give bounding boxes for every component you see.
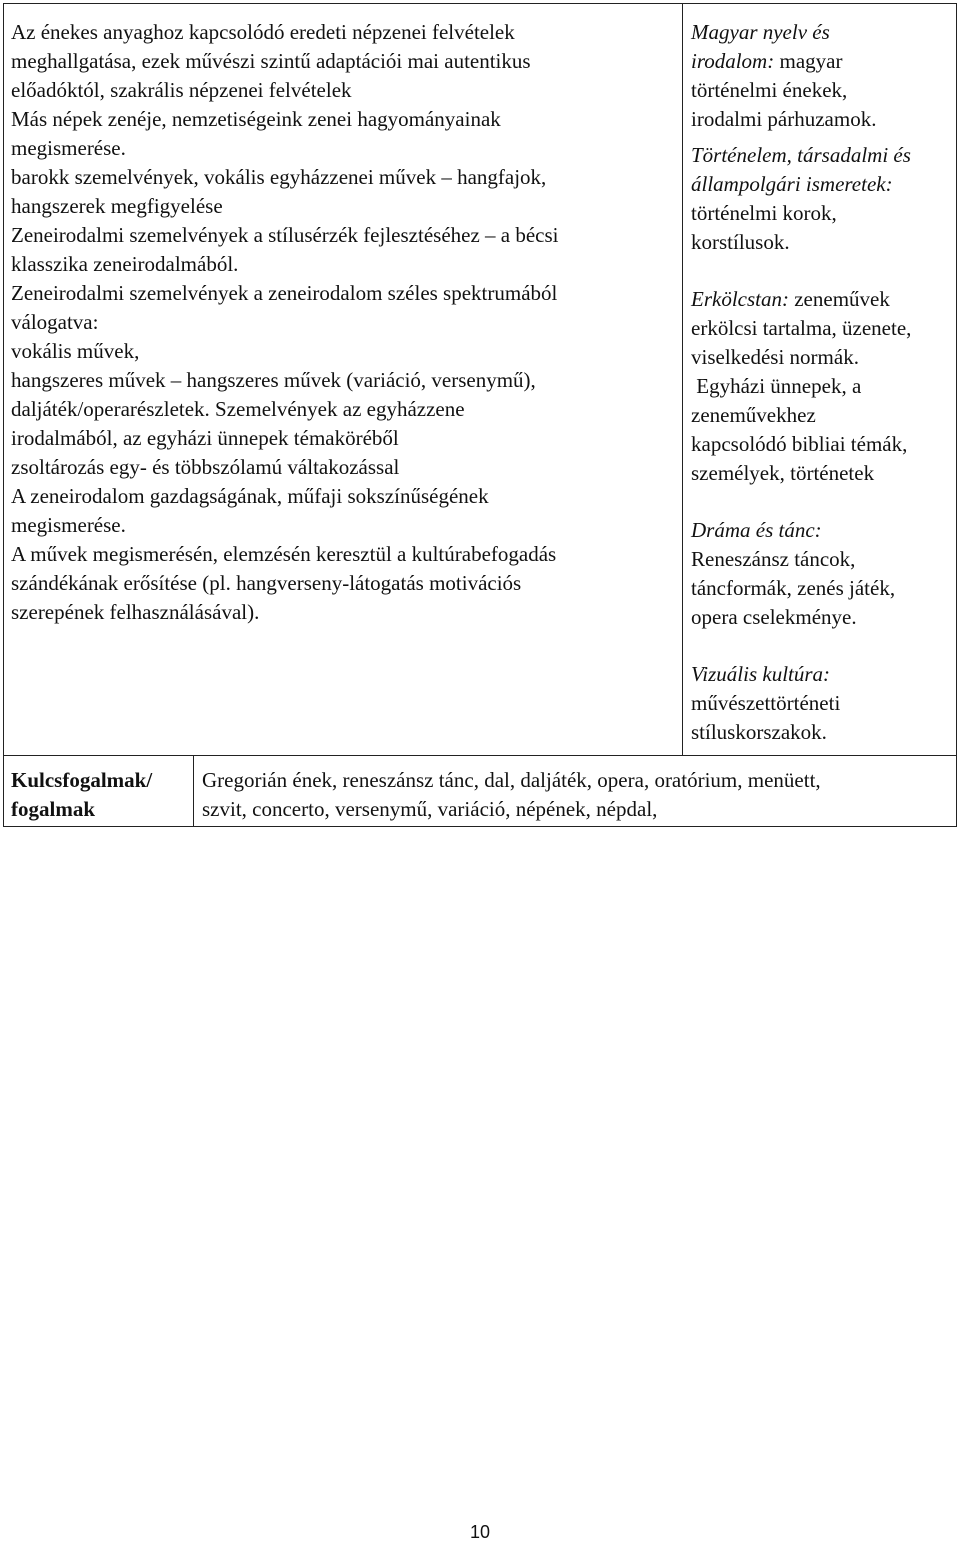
vizualis-block [691, 660, 956, 747]
subject-title: Dráma és tánc: [691, 518, 822, 542]
key-concepts-row [4, 756, 956, 826]
key-concepts-label [4, 756, 194, 826]
content-line: Más népek zenéje, nemzetiségeink zenei hagyományainak [11, 107, 501, 131]
content-line: vokális művek, [11, 339, 140, 363]
subject-title: állampolgári ismeretek: [691, 172, 893, 196]
content-line: szándékának erősítése (pl. hangverseny-látogatás motivációs [11, 571, 522, 595]
text-line: művészettörténeti [691, 691, 841, 715]
curriculum-table [3, 3, 957, 827]
erkolcstan-block [691, 285, 956, 488]
text-line: történelmi korok, [691, 201, 837, 225]
text-line: irodalmi párhuzamok. [691, 107, 877, 131]
subject-title: Magyar nyelv és [691, 20, 830, 44]
drama-block [691, 516, 956, 632]
text-line: személyek, történetek [691, 461, 875, 485]
content-row [4, 4, 956, 756]
content-line: daljáték/operarészletek. Szemelvények az egyházzene [11, 397, 465, 421]
text-line: Reneszánsz táncok, [691, 547, 856, 571]
text-line: táncformák, zenés játék, [691, 576, 896, 600]
text-line: Egyházi ünnepek, a [691, 374, 862, 398]
tortenelem-block [691, 141, 956, 257]
label-line: fogalmak [11, 797, 95, 821]
content-line: szerepének felhasználásával). [11, 600, 260, 624]
text-line: erkölcsi tartalma, üzenete, [691, 316, 912, 340]
text-line: zeneművekhez [691, 403, 816, 427]
connections-cell [683, 4, 956, 755]
text-line: zeneművek [788, 287, 890, 311]
value-line: Gregorián ének, reneszánsz tánc, dal, daljáték, opera, oratórium, menüett, [202, 768, 821, 792]
content-cell [4, 4, 683, 755]
content-line: Zeneirodalmi szemelvények a stílusérzék fejlesztéséhez – a bécsi [11, 223, 559, 247]
page-number: 10 [469, 1522, 491, 1542]
content-line: A művek megismerésén, elemzésén keresztül a kultúrabefogadás [11, 542, 557, 566]
content-line: előadóktól, szakrális népzenei felvételek [11, 78, 352, 102]
content-line: Az énekes anyaghoz kapcsolódó eredeti népzenei felvételek [11, 20, 515, 44]
text-line: magyar [774, 49, 843, 73]
content-line: hangszerek megfigyelése [11, 194, 223, 218]
text-line: opera cselekménye. [691, 605, 857, 629]
content-line: megismerése. [11, 513, 126, 537]
subject-title: Vizuális kultúra: [691, 662, 831, 686]
content-line: Zeneirodalmi szemelvények a zeneirodalom széles spektrumából [11, 281, 558, 305]
content-line: A zeneirodalom gazdagságának, műfaji sokszínűségének [11, 484, 489, 508]
text-line: stíluskorszakok. [691, 720, 827, 744]
content-line: klasszika zeneirodalmából. [11, 252, 239, 276]
subject-title: irodalom: [691, 49, 775, 73]
label-line: Kulcsfogalmak/ [11, 768, 153, 792]
content-line: barokk szemelvények, vokális egyházzenei művek – hangfajok, [11, 165, 547, 189]
subject-title: Erkölcstan: [691, 287, 789, 311]
key-concepts-value [194, 756, 956, 826]
content-line: megismerése. [11, 136, 126, 160]
text-line: viselkedési normák. [691, 345, 859, 369]
content-line: hangszeres művek – hangszeres művek (variáció, versenymű), [11, 368, 536, 392]
subject-title: Történelem, társadalmi és [691, 143, 911, 167]
content-line: irodalmából, az egyházi ünnepek témaköréből [11, 426, 399, 450]
magyar-block [691, 18, 956, 134]
content-line: meghallgatása, ezek művészi szintű adaptációi mai autentikus [11, 49, 531, 73]
content-line: válogatva: [11, 310, 99, 334]
text-line: kapcsolódó bibliai témák, [691, 432, 908, 456]
value-line: szvit, concerto, versenymű, variáció, népének, népdal, [202, 797, 658, 821]
text-line: történelmi énekek, [691, 78, 848, 102]
content-line: zsoltározás egy- és többszólamú váltakozással [11, 455, 400, 479]
text-line: korstílusok. [691, 230, 790, 254]
